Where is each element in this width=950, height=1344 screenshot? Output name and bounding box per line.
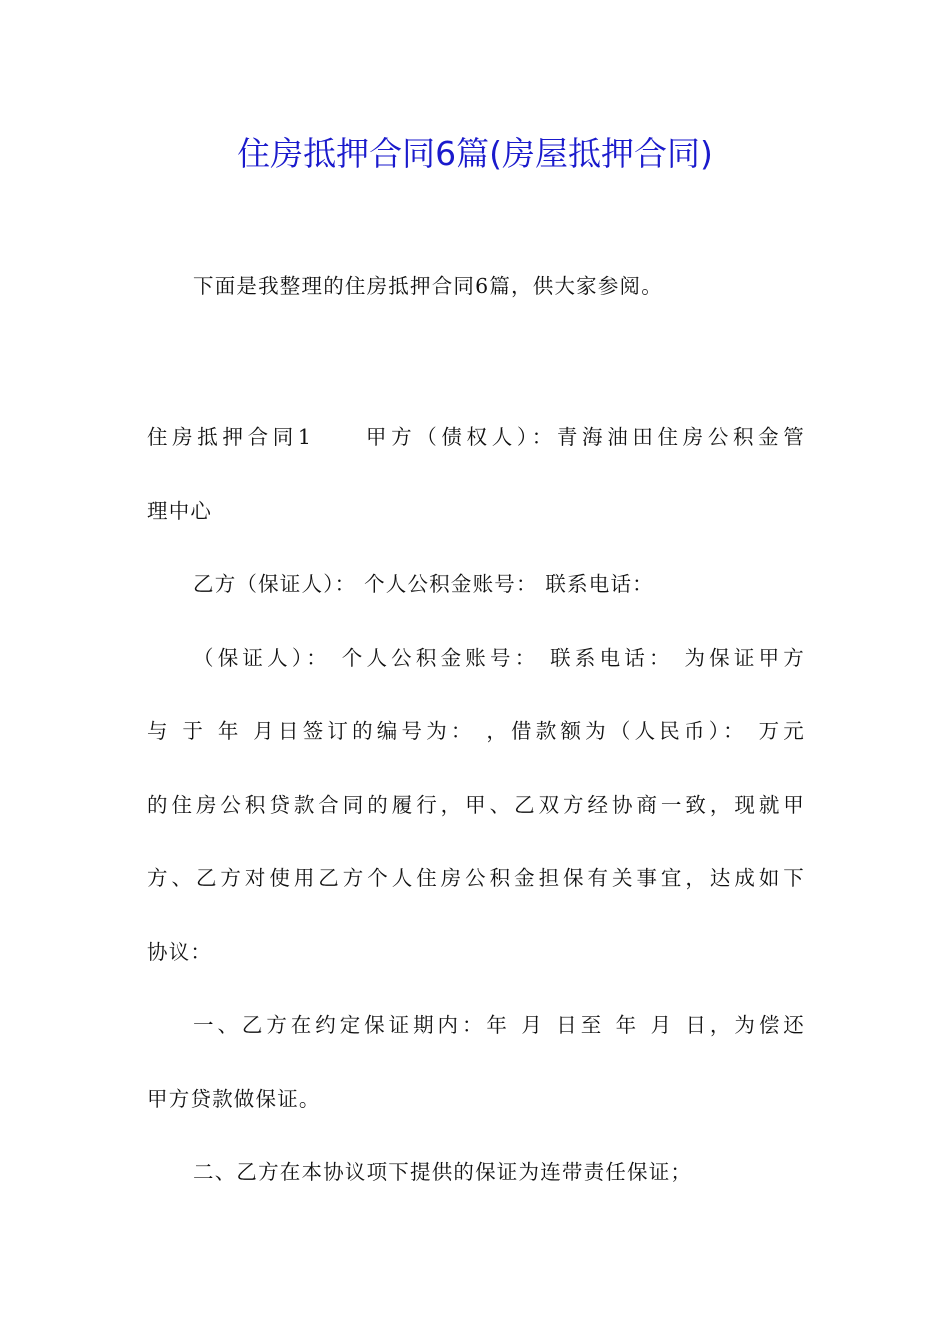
- body-line: 理中心: [147, 498, 213, 523]
- body-line: 二、乙方在本协议项下提供的保证为连带责任保证；: [193, 1160, 693, 1184]
- body-line: 住房抵押合同1 甲方（债权人）：青海油田住房公积金管: [147, 425, 805, 449]
- body-line: 一、乙方在约定保证期内：年 月 日至 年 月 日，为偿还: [193, 1013, 805, 1037]
- body-line: （保证人）： 个人公积金账号： 联系电话： 为保证甲方: [193, 645, 805, 670]
- document-title: 住房抵押合同6篇(房屋抵押合同): [237, 134, 713, 173]
- body-line: 与 于 年 月日签订的编号为： ，借款额为（人民币）： 万元: [147, 719, 805, 743]
- body-line: 乙方（保证人）： 个人公积金账号： 联系电话：: [193, 572, 654, 596]
- body-line: 的住房公积贷款合同的履行，甲、乙双方经协商一致，现就甲: [147, 792, 805, 817]
- body-line: 协议：: [147, 939, 213, 964]
- document-body: [147, 401, 805, 1210]
- intro-paragraph: 下面是我整理的住房抵押合同6篇，供大家参阅。: [193, 274, 663, 298]
- body-line: 甲方贷款做保证。: [147, 1086, 321, 1111]
- body-line: 方、乙方对使用乙方个人住房公积金担保有关事宜，达成如下: [147, 866, 805, 890]
